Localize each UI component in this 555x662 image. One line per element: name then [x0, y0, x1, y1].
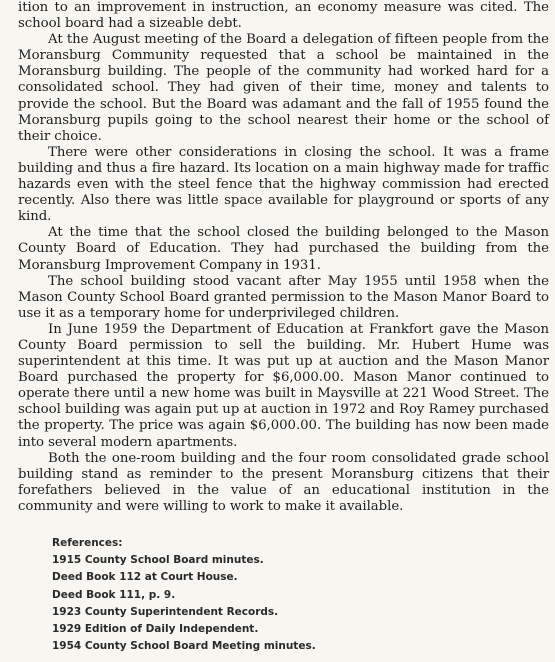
reference-item: 1915 County School Board minutes. [52, 554, 264, 567]
body-text [18, 0, 549, 515]
reference-item: 1929 Edition of Daily Independent. [52, 623, 259, 636]
reference-item: Deed Book 112 at Court House. [52, 571, 238, 584]
paragraph-conclusion: Both the one-room building and the four room consolidated grade school building stand as reminder to the present Moransburg citizens that their forefathers believed in the value of an educational institution in the community and were willing to work to make it available. [18, 450, 549, 514]
reference-item: 1923 County Superintendent Records. [52, 605, 279, 618]
references-heading: References: [52, 537, 123, 549]
paragraph-sale: In June 1959 the Department of Education at Frankfort gave the Mason County Board permission to sell the building. Mr. Hubert Hume was superintendent at this time. It was put up at auction and the Mason Manor Board purchased the property for $6,000.00. Mason Manor continued to operate there until a new home was built in Maysville at 221 Wood Street. The school building was again put up at auction in 1972 and Roy Ramey purchased the property. The price was again $6,000.00. The building has now been made into several modern apartments. [18, 321, 549, 450]
reference-item: 1954 County School Board Meeting minutes. [52, 640, 316, 653]
paragraph-considerations: There were other considerations in closing the school. It was a frame building and thus a fire hazard. Its location on a main highway made for traffic hazards even with the steel fence that the highway commission had erected recently. Also there was little space available for playground or sports of any kind. [18, 144, 549, 225]
paragraph-continuation: ition to an improvement in instruction, an economy measure was cited. The school board had a sizeable debt. [18, 0, 549, 32]
paragraph-ownership: At the time that the school closed the building belonged to the Mason County Board of Education. They had purchased the building from the Moransburg Improvement Company in 1931. [18, 225, 549, 273]
paragraph-vacancy: The school building stood vacant after May 1955 until 1958 when the Mason County School Board granted permission to the Mason Manor Board to use it as a temporary home for underprivileged children. [18, 273, 549, 321]
references-section [52, 535, 549, 655]
paragraph-delegation: At the August meeting of the Board a delegation of fifteen people from the Moransburg Community requested that a school be maintained in the Moransburg building. The people of the community had worked hard for a consolidated school. They had given of their time, money and talents to provide the school. But the Board was adamant and the fall of 1955 found the Moransburg pupils going to the school nearest their home or the school of their choice. [18, 32, 549, 144]
reference-item: Deed Book 111, p. 9. [52, 588, 176, 601]
